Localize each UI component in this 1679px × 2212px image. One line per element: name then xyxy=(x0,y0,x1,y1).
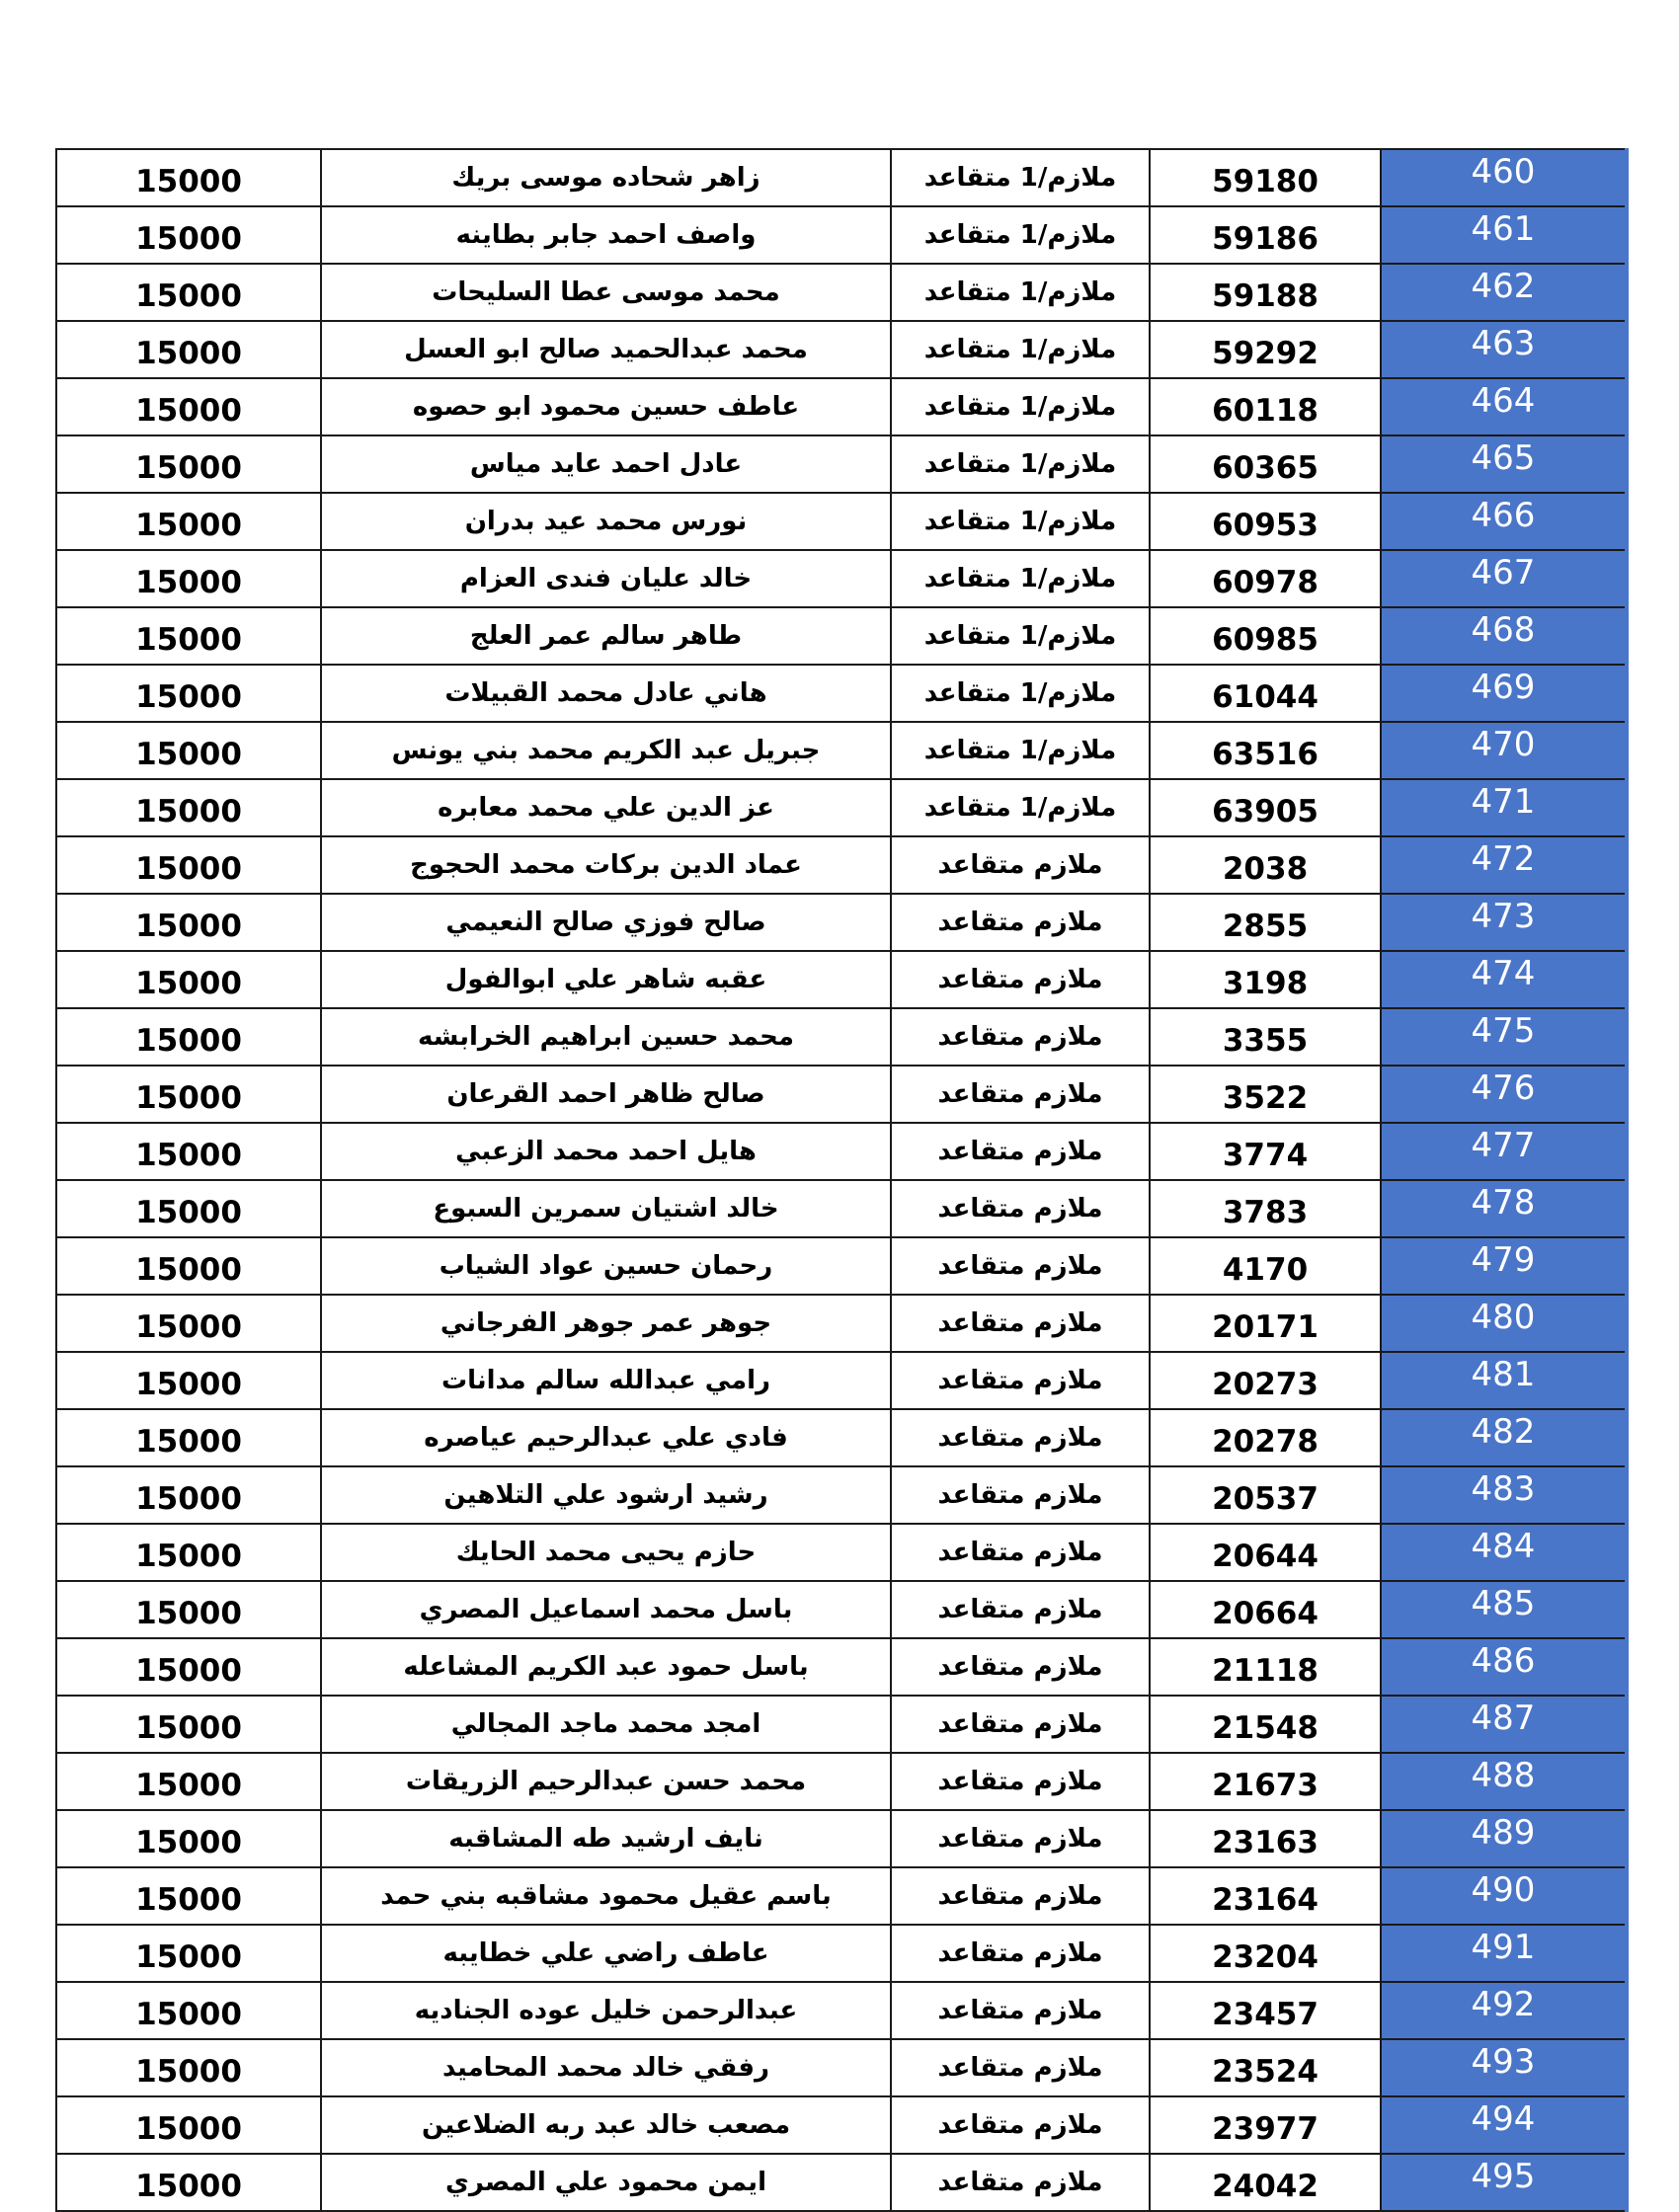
table-row xyxy=(56,836,1627,894)
amount-cell: 15000 xyxy=(56,2096,321,2154)
rank-cell: ملازم متقاعد xyxy=(891,1352,1150,1409)
rank-cell: ملازم متقاعد xyxy=(891,1123,1150,1180)
service-id-cell: 21673 xyxy=(1150,1753,1381,1810)
row-number-cell: 483 xyxy=(1381,1466,1627,1524)
table-row xyxy=(56,1180,1627,1237)
table-row xyxy=(56,149,1627,206)
table-row xyxy=(56,894,1627,951)
name-cell: صالح فوزي صالح النعيمي xyxy=(321,894,891,951)
amount-cell: 15000 xyxy=(56,1982,321,2039)
row-number-cell: 477 xyxy=(1381,1123,1627,1180)
name-cell: جبريل عبد الكريم محمد بني يونس xyxy=(321,722,891,779)
name-cell: فادي علي عبدالرحيم عياصره xyxy=(321,1409,891,1466)
rank-cell: ملازم متقاعد xyxy=(891,1466,1150,1524)
amount-cell: 15000 xyxy=(56,665,321,722)
service-id-cell: 3783 xyxy=(1150,1180,1381,1237)
service-id-cell: 60985 xyxy=(1150,607,1381,665)
service-id-cell: 20644 xyxy=(1150,1524,1381,1581)
name-cell: رشيد ارشود علي التلاهين xyxy=(321,1466,891,1524)
table-row xyxy=(56,1810,1627,1867)
amount-cell: 15000 xyxy=(56,1409,321,1466)
service-id-cell: 4170 xyxy=(1150,1237,1381,1295)
name-cell: جوهر عمر جوهر الفرجاني xyxy=(321,1295,891,1352)
table-row xyxy=(56,665,1627,722)
service-id-cell: 23457 xyxy=(1150,1982,1381,2039)
amount-cell: 15000 xyxy=(56,1123,321,1180)
amount-cell: 15000 xyxy=(56,206,321,264)
name-cell: هايل احمد محمد الزعبي xyxy=(321,1123,891,1180)
table-row xyxy=(56,378,1627,435)
amount-cell: 15000 xyxy=(56,1925,321,1982)
table-row xyxy=(56,1982,1627,2039)
name-cell: عماد الدين بركات محمد الحجوج xyxy=(321,836,891,894)
service-id-cell: 20273 xyxy=(1150,1352,1381,1409)
table-row xyxy=(56,722,1627,779)
row-number-cell: 474 xyxy=(1381,951,1627,1008)
table-row xyxy=(56,2154,1627,2211)
table-row xyxy=(56,1466,1627,1524)
rank-cell: ملازم/1 متقاعد xyxy=(891,607,1150,665)
row-number-cell: 468 xyxy=(1381,607,1627,665)
rank-cell: ملازم/1 متقاعد xyxy=(891,435,1150,493)
service-id-cell: 20278 xyxy=(1150,1409,1381,1466)
table-row xyxy=(56,435,1627,493)
row-number-cell: 464 xyxy=(1381,378,1627,435)
amount-cell: 15000 xyxy=(56,1810,321,1867)
rank-cell: ملازم متقاعد xyxy=(891,2154,1150,2211)
service-id-cell: 60118 xyxy=(1150,378,1381,435)
rank-cell: ملازم/1 متقاعد xyxy=(891,550,1150,607)
amount-cell: 15000 xyxy=(56,378,321,435)
amount-cell: 15000 xyxy=(56,1352,321,1409)
table-row xyxy=(56,1237,1627,1295)
amount-cell: 15000 xyxy=(56,550,321,607)
rank-cell: ملازم/1 متقاعد xyxy=(891,206,1150,264)
table-row xyxy=(56,206,1627,264)
row-number-cell: 463 xyxy=(1381,321,1627,378)
table-row xyxy=(56,1524,1627,1581)
service-id-cell: 21118 xyxy=(1150,1638,1381,1696)
service-id-cell: 2038 xyxy=(1150,836,1381,894)
name-cell: خالد اشتيان سمرين السبوع xyxy=(321,1180,891,1237)
amount-cell: 15000 xyxy=(56,1066,321,1123)
row-number-cell: 494 xyxy=(1381,2096,1627,2154)
service-id-cell: 59292 xyxy=(1150,321,1381,378)
table-body xyxy=(56,149,1627,2211)
row-number-cell: 489 xyxy=(1381,1810,1627,1867)
table-row xyxy=(56,321,1627,378)
name-cell: حازم يحيى محمد الحايك xyxy=(321,1524,891,1581)
row-number-cell: 480 xyxy=(1381,1295,1627,1352)
table-row xyxy=(56,607,1627,665)
table-row xyxy=(56,493,1627,550)
service-id-cell: 60978 xyxy=(1150,550,1381,607)
row-number-cell: 461 xyxy=(1381,206,1627,264)
service-id-cell: 3355 xyxy=(1150,1008,1381,1066)
table-row xyxy=(56,1925,1627,1982)
amount-cell: 15000 xyxy=(56,1638,321,1696)
table-row xyxy=(56,264,1627,321)
name-cell: طاهر سالم عمر العلج xyxy=(321,607,891,665)
service-id-cell: 3522 xyxy=(1150,1066,1381,1123)
name-cell: هاني عادل محمد القبيلات xyxy=(321,665,891,722)
row-number-cell: 488 xyxy=(1381,1753,1627,1810)
service-id-cell: 23977 xyxy=(1150,2096,1381,2154)
name-cell: باسل محمد اسماعيل المصري xyxy=(321,1581,891,1638)
name-cell: عاطف راضي علي خطايبه xyxy=(321,1925,891,1982)
amount-cell: 15000 xyxy=(56,836,321,894)
row-number-cell: 467 xyxy=(1381,550,1627,607)
rank-cell: ملازم متقاعد xyxy=(891,1524,1150,1581)
name-cell: عبدالرحمن خليل عوده الجناديه xyxy=(321,1982,891,2039)
row-number-cell: 479 xyxy=(1381,1237,1627,1295)
amount-cell: 15000 xyxy=(56,1696,321,1753)
rank-cell: ملازم متقاعد xyxy=(891,1638,1150,1696)
service-id-cell: 20537 xyxy=(1150,1466,1381,1524)
name-cell: عز الدين علي محمد معابره xyxy=(321,779,891,836)
rank-cell: ملازم/1 متقاعد xyxy=(891,321,1150,378)
row-number-cell: 482 xyxy=(1381,1409,1627,1466)
table-row xyxy=(56,1008,1627,1066)
rank-cell: ملازم/1 متقاعد xyxy=(891,722,1150,779)
rank-cell: ملازم متقاعد xyxy=(891,2039,1150,2096)
name-cell: محمد موسى عطا السليحات xyxy=(321,264,891,321)
service-id-cell: 59186 xyxy=(1150,206,1381,264)
name-cell: ايمن محمود علي المصري xyxy=(321,2154,891,2211)
name-cell: نورس محمد عيد بدران xyxy=(321,493,891,550)
row-number-cell: 465 xyxy=(1381,435,1627,493)
row-number-cell: 476 xyxy=(1381,1066,1627,1123)
rank-cell: ملازم متقاعد xyxy=(891,2096,1150,2154)
name-cell: عاطف حسين محمود ابو حصوه xyxy=(321,378,891,435)
amount-cell: 15000 xyxy=(56,1867,321,1925)
table-row xyxy=(56,1581,1627,1638)
name-cell: رامي عبدالله سالم مدانات xyxy=(321,1352,891,1409)
service-id-cell: 2855 xyxy=(1150,894,1381,951)
name-cell: باسل حمود عبد الكريم المشاعله xyxy=(321,1638,891,1696)
amount-cell: 15000 xyxy=(56,607,321,665)
rank-cell: ملازم متقاعد xyxy=(891,1409,1150,1466)
name-cell: واصف احمد جابر بطاينه xyxy=(321,206,891,264)
rank-cell: ملازم متقاعد xyxy=(891,1581,1150,1638)
table-row xyxy=(56,2039,1627,2096)
name-cell: نايف ارشيد طه المشاقبه xyxy=(321,1810,891,1867)
amount-cell: 15000 xyxy=(56,1295,321,1352)
rank-cell: ملازم متقاعد xyxy=(891,1696,1150,1753)
amount-cell: 15000 xyxy=(56,1524,321,1581)
rank-cell: ملازم متقاعد xyxy=(891,1237,1150,1295)
service-id-cell: 23524 xyxy=(1150,2039,1381,2096)
amount-cell: 15000 xyxy=(56,321,321,378)
amount-cell: 15000 xyxy=(56,1237,321,1295)
row-number-cell: 471 xyxy=(1381,779,1627,836)
amount-cell: 15000 xyxy=(56,149,321,206)
amount-cell: 15000 xyxy=(56,722,321,779)
rank-cell: ملازم متقاعد xyxy=(891,894,1150,951)
personnel-table xyxy=(55,148,1629,2212)
rank-cell: ملازم/1 متقاعد xyxy=(891,378,1150,435)
table-row xyxy=(56,951,1627,1008)
service-id-cell: 23163 xyxy=(1150,1810,1381,1867)
amount-cell: 15000 xyxy=(56,1180,321,1237)
row-number-cell: 472 xyxy=(1381,836,1627,894)
name-cell: امجد محمد ماجد المجالي xyxy=(321,1696,891,1753)
name-cell: خالد عليان فندى العزام xyxy=(321,550,891,607)
rank-cell: ملازم متقاعد xyxy=(891,1295,1150,1352)
amount-cell: 15000 xyxy=(56,779,321,836)
rank-cell: ملازم متقاعد xyxy=(891,1066,1150,1123)
row-number-cell: 490 xyxy=(1381,1867,1627,1925)
row-number-cell: 492 xyxy=(1381,1982,1627,2039)
name-cell: رحمان حسين عواد الشياب xyxy=(321,1237,891,1295)
amount-cell: 15000 xyxy=(56,264,321,321)
name-cell: عادل احمد عايد مياس xyxy=(321,435,891,493)
table-row xyxy=(56,779,1627,836)
service-id-cell: 3774 xyxy=(1150,1123,1381,1180)
row-number-cell: 466 xyxy=(1381,493,1627,550)
service-id-cell: 3198 xyxy=(1150,951,1381,1008)
amount-cell: 15000 xyxy=(56,894,321,951)
name-cell: محمد عبدالحميد صالح ابو العسل xyxy=(321,321,891,378)
rank-cell: ملازم/1 متقاعد xyxy=(891,665,1150,722)
rank-cell: ملازم متقاعد xyxy=(891,1982,1150,2039)
table-row xyxy=(56,1352,1627,1409)
row-number-cell: 495 xyxy=(1381,2154,1627,2211)
amount-cell: 15000 xyxy=(56,1753,321,1810)
service-id-cell: 63516 xyxy=(1150,722,1381,779)
amount-cell: 15000 xyxy=(56,1466,321,1524)
row-number-cell: 478 xyxy=(1381,1180,1627,1237)
row-number-cell: 469 xyxy=(1381,665,1627,722)
rank-cell: ملازم متقاعد xyxy=(891,1925,1150,1982)
service-id-cell: 61044 xyxy=(1150,665,1381,722)
row-number-cell: 486 xyxy=(1381,1638,1627,1696)
rank-cell: ملازم متقاعد xyxy=(891,1008,1150,1066)
row-number-cell: 493 xyxy=(1381,2039,1627,2096)
service-id-cell: 23164 xyxy=(1150,1867,1381,1925)
name-cell: رفقي خالد محمد المحاميد xyxy=(321,2039,891,2096)
name-cell: زاهر شحاده موسى بريك xyxy=(321,149,891,206)
rank-cell: ملازم متقاعد xyxy=(891,1753,1150,1810)
amount-cell: 15000 xyxy=(56,2039,321,2096)
row-number-cell: 491 xyxy=(1381,1925,1627,1982)
table-row xyxy=(56,1638,1627,1696)
service-id-cell: 59188 xyxy=(1150,264,1381,321)
service-id-cell: 24042 xyxy=(1150,2154,1381,2211)
service-id-cell: 21548 xyxy=(1150,1696,1381,1753)
table-row xyxy=(56,550,1627,607)
table-row xyxy=(56,2096,1627,2154)
rank-cell: ملازم متقاعد xyxy=(891,1867,1150,1925)
service-id-cell: 63905 xyxy=(1150,779,1381,836)
rank-cell: ملازم متقاعد xyxy=(891,1810,1150,1867)
row-number-cell: 473 xyxy=(1381,894,1627,951)
service-id-cell: 23204 xyxy=(1150,1925,1381,1982)
name-cell: باسم عقيل محمود مشاقبه بني حمد xyxy=(321,1867,891,1925)
name-cell: محمد حسن عبدالرحيم الزريقات xyxy=(321,1753,891,1810)
row-number-cell: 470 xyxy=(1381,722,1627,779)
row-number-cell: 462 xyxy=(1381,264,1627,321)
table-row xyxy=(56,1066,1627,1123)
rank-cell: ملازم/1 متقاعد xyxy=(891,493,1150,550)
table-row xyxy=(56,1696,1627,1753)
amount-cell: 15000 xyxy=(56,1008,321,1066)
service-id-cell: 20171 xyxy=(1150,1295,1381,1352)
row-number-cell: 460 xyxy=(1381,149,1627,206)
name-cell: عقبه شاهر علي ابوالفول xyxy=(321,951,891,1008)
table-row xyxy=(56,1867,1627,1925)
service-id-cell: 60953 xyxy=(1150,493,1381,550)
rank-cell: ملازم/1 متقاعد xyxy=(891,149,1150,206)
amount-cell: 15000 xyxy=(56,1581,321,1638)
name-cell: صالح ظاهر احمد القرعان xyxy=(321,1066,891,1123)
service-id-cell: 59180 xyxy=(1150,149,1381,206)
amount-cell: 15000 xyxy=(56,951,321,1008)
table-row xyxy=(56,1753,1627,1810)
service-id-cell: 60365 xyxy=(1150,435,1381,493)
table-row xyxy=(56,1295,1627,1352)
name-cell: محمد حسين ابراهيم الخرابشه xyxy=(321,1008,891,1066)
row-number-cell: 481 xyxy=(1381,1352,1627,1409)
row-number-cell: 485 xyxy=(1381,1581,1627,1638)
amount-cell: 15000 xyxy=(56,435,321,493)
rank-cell: ملازم متقاعد xyxy=(891,836,1150,894)
amount-cell: 15000 xyxy=(56,2154,321,2211)
rank-cell: ملازم متقاعد xyxy=(891,1180,1150,1237)
rank-cell: ملازم/1 متقاعد xyxy=(891,779,1150,836)
row-number-cell: 484 xyxy=(1381,1524,1627,1581)
name-cell: مصعب خالد عبد ربه الضلاعين xyxy=(321,2096,891,2154)
service-id-cell: 20664 xyxy=(1150,1581,1381,1638)
amount-cell: 15000 xyxy=(56,493,321,550)
table-row xyxy=(56,1409,1627,1466)
table-row xyxy=(56,1123,1627,1180)
rank-cell: ملازم/1 متقاعد xyxy=(891,264,1150,321)
row-number-cell: 487 xyxy=(1381,1696,1627,1753)
rank-cell: ملازم متقاعد xyxy=(891,951,1150,1008)
row-number-cell: 475 xyxy=(1381,1008,1627,1066)
